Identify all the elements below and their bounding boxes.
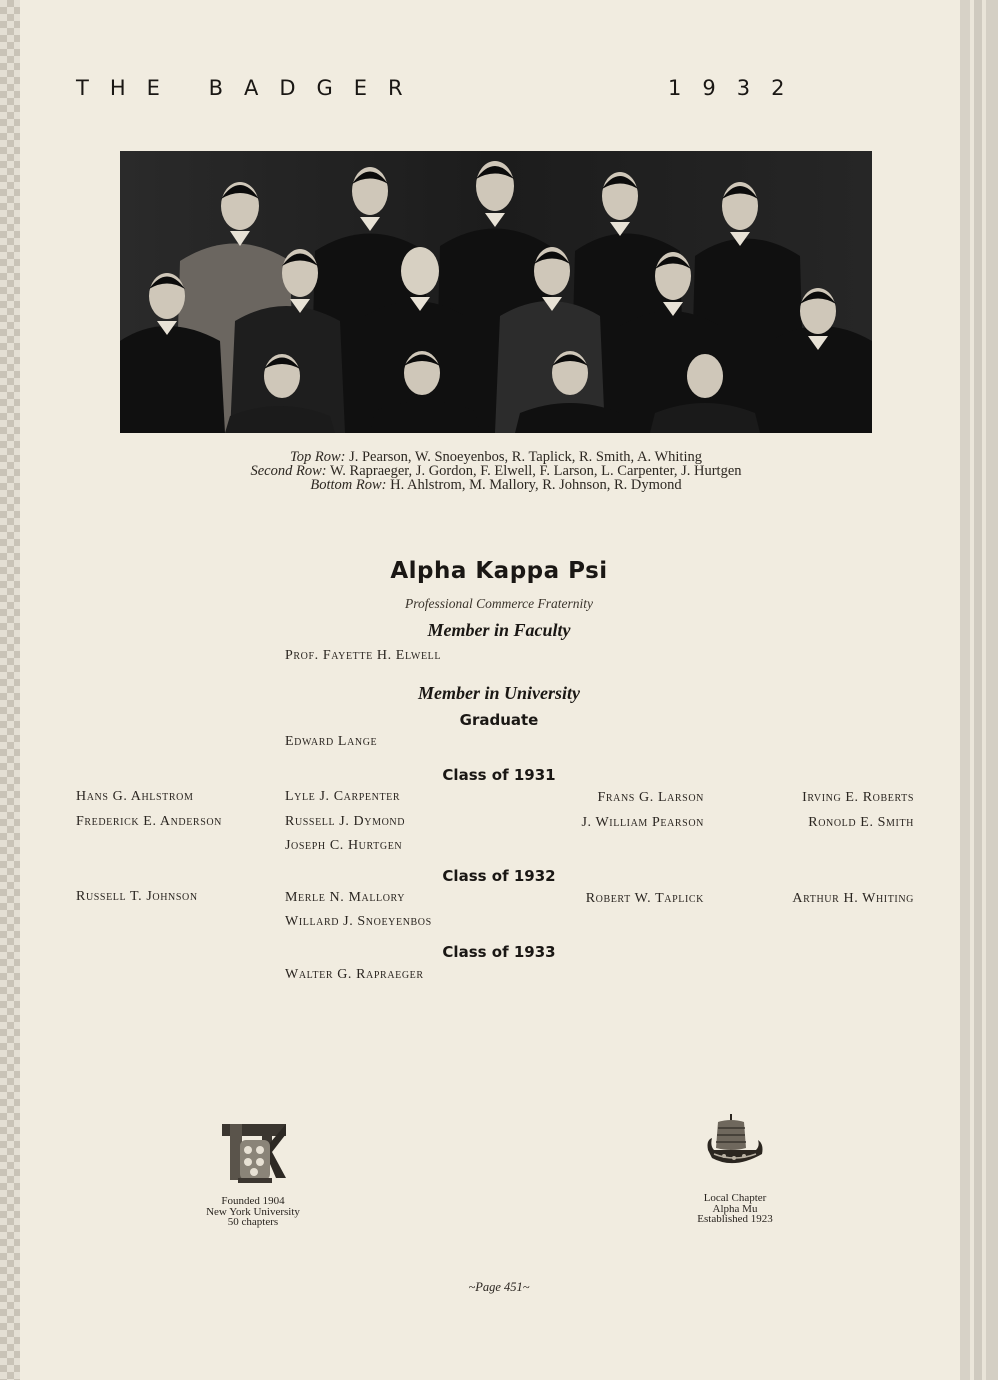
member-name: Frederick E. Anderson bbox=[76, 814, 223, 829]
right-emblem-caption bbox=[660, 1193, 810, 1225]
emblem-line: Local Chapter bbox=[703, 1192, 767, 1204]
member-name: Frans G. Larson bbox=[597, 790, 704, 805]
member-name: Russell T. Johnson bbox=[76, 889, 198, 904]
group-photo-figures bbox=[120, 151, 872, 433]
member-name: Russell J. Dymond bbox=[285, 814, 406, 829]
viking-ship-icon bbox=[704, 1110, 766, 1177]
graduate-heading: Graduate bbox=[459, 711, 539, 729]
emblem-line: Established 1923 bbox=[697, 1213, 773, 1225]
faculty-heading: Member in Faculty bbox=[427, 620, 571, 640]
caption-names: J. Pearson, W. Snoeyenbos, R. Taplick, R. Smith, A. Whiting bbox=[349, 449, 702, 465]
page-number: ~Page 451~ bbox=[468, 1280, 530, 1294]
member-name: Lyle J. Carpenter bbox=[285, 789, 401, 804]
emblem-line: Alpha Mu bbox=[712, 1202, 758, 1215]
running-header bbox=[76, 76, 806, 100]
member-name: Irving E. Roberts bbox=[802, 790, 914, 805]
graduate-member: Edward Lange bbox=[285, 734, 378, 749]
caption-label: Bottom Row: bbox=[310, 477, 387, 493]
university-heading: Member in University bbox=[418, 683, 580, 703]
caption-names: H. Ahlstrom, M. Mallory, R. Johnson, R. Dymond bbox=[390, 477, 682, 493]
left-emblem-caption bbox=[178, 1196, 328, 1228]
caption-row-bottom bbox=[120, 478, 872, 492]
header-title: THE BADGER bbox=[76, 76, 424, 100]
caption-row-top bbox=[120, 450, 872, 464]
fraternity-name: Alpha Kappa Psi bbox=[390, 558, 608, 584]
member-name: J. William Pearson bbox=[581, 815, 704, 830]
group-photo bbox=[120, 151, 872, 433]
member-name: Ronold E. Smith bbox=[808, 815, 914, 830]
caption-names: W. Rapraeger, J. Gordon, F. Elwell, F. Larson, L. Carpenter, J. Hurtgen bbox=[329, 463, 742, 479]
class-1931-heading: Class of 1931 bbox=[442, 766, 556, 784]
member-name: Walter G. Rapraeger bbox=[285, 967, 424, 982]
emblem-line: New York University bbox=[206, 1205, 300, 1218]
header-year: 1932 bbox=[668, 76, 806, 100]
caption-row-second bbox=[120, 464, 872, 478]
member-name: Hans G. Ahlstrom bbox=[76, 789, 194, 804]
emblem-line: 50 chapters bbox=[227, 1216, 279, 1228]
member-name: Willard J. Snoeyenbos bbox=[285, 914, 432, 929]
member-name: Joseph C. Hurtgen bbox=[285, 838, 403, 853]
photo-caption bbox=[120, 450, 872, 492]
emblem-line: Founded 1904 bbox=[221, 1195, 285, 1207]
faculty-member: Prof. Fayette H. Elwell bbox=[285, 648, 442, 663]
class-1932-heading: Class of 1932 bbox=[442, 867, 556, 885]
class-1933-heading: Class of 1933 bbox=[442, 943, 556, 961]
member-name: Arthur H. Whiting bbox=[792, 891, 914, 906]
fraternity-type: Professional Commerce Fraternity bbox=[405, 596, 593, 611]
caption-label: Top Row: bbox=[289, 449, 346, 465]
member-name: Merle N. Mallory bbox=[285, 890, 406, 905]
member-name: Robert W. Taplick bbox=[585, 891, 704, 906]
fraternity-crest-icon bbox=[220, 1120, 288, 1191]
caption-label: Second Row: bbox=[250, 463, 327, 479]
